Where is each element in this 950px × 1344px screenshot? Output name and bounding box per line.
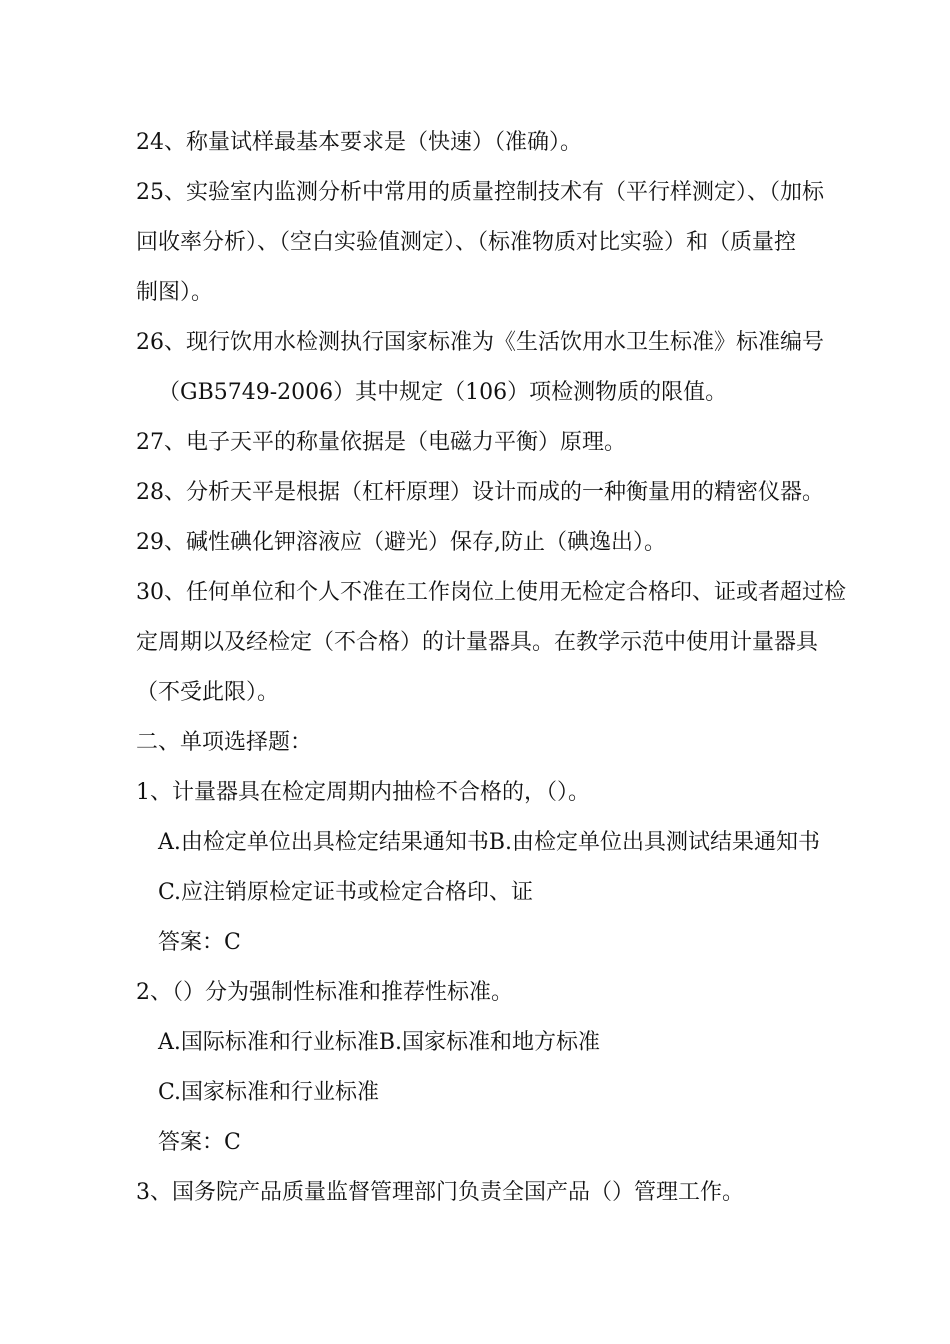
- fill-blank-question-24: 24、称量试样最基本要求是（快速）（准确）。: [136, 130, 582, 155]
- choice-question-2-option-c: C.国家标准和行业标准: [158, 1080, 380, 1105]
- fill-blank-question-30-cont: 定周期以及经检定（不合格）的计量器具。在教学示范中使用计量器具: [136, 630, 819, 655]
- fill-blank-question-25: 25、实验室内监测分析中常用的质量控制技术有（平行样测定）、（加标: [136, 180, 824, 205]
- choice-question-1-option-c: C.应注销原检定证书或检定合格印、证: [158, 880, 534, 905]
- fill-blank-question-26: 26、现行饮用水检测执行国家标准为《生活饮用水卫生标准》标准编号: [136, 330, 824, 355]
- section-heading: 二、单项选择题：: [136, 730, 313, 755]
- choice-question-2: 2、（）分为强制性标准和推荐性标准。: [136, 980, 513, 1005]
- choice-question-1: 1、计量器具在检定周期内抽检不合格的，（）。: [136, 780, 590, 805]
- choice-question-2-options: A.国际标准和行业标准B.国家标准和地方标准: [158, 1030, 601, 1055]
- fill-blank-question-30: 30、任何单位和个人不准在工作岗位上使用无检定合格印、证或者超过检: [136, 580, 846, 605]
- fill-blank-question-30-cont: （不受此限）。: [136, 680, 280, 705]
- fill-blank-question-25-cont: 制图）。: [136, 280, 214, 305]
- fill-blank-question-28: 28、分析天平是根据（杠杆原理）设计而成的一种衡量用的精密仪器。: [136, 480, 824, 505]
- fill-blank-question-26-cont: （GB5749-2006）其中规定（106）项检测物质的限值。: [158, 380, 728, 405]
- choice-question-3: 3、国务院产品质量监督管理部门负责全国产品（）管理工作。: [136, 1180, 744, 1205]
- fill-blank-question-27: 27、电子天平的称量依据是（电磁力平衡）原理。: [136, 430, 626, 455]
- document-page: [136, 118, 852, 1218]
- choice-question-1-answer: 答案：C: [158, 930, 241, 955]
- choice-question-1-options: A.由检定单位出具检定结果通知书B.由检定单位出具测试结果通知书: [158, 830, 821, 855]
- choice-question-2-answer: 答案：C: [158, 1130, 241, 1155]
- fill-blank-question-29: 29、碱性碘化钾溶液应（避光）保存,防止（碘逸出）。: [136, 530, 666, 555]
- fill-blank-question-25-cont: 回收率分析）、（空白实验值测定）、（标准物质对比实验）和（质量控: [136, 230, 797, 255]
